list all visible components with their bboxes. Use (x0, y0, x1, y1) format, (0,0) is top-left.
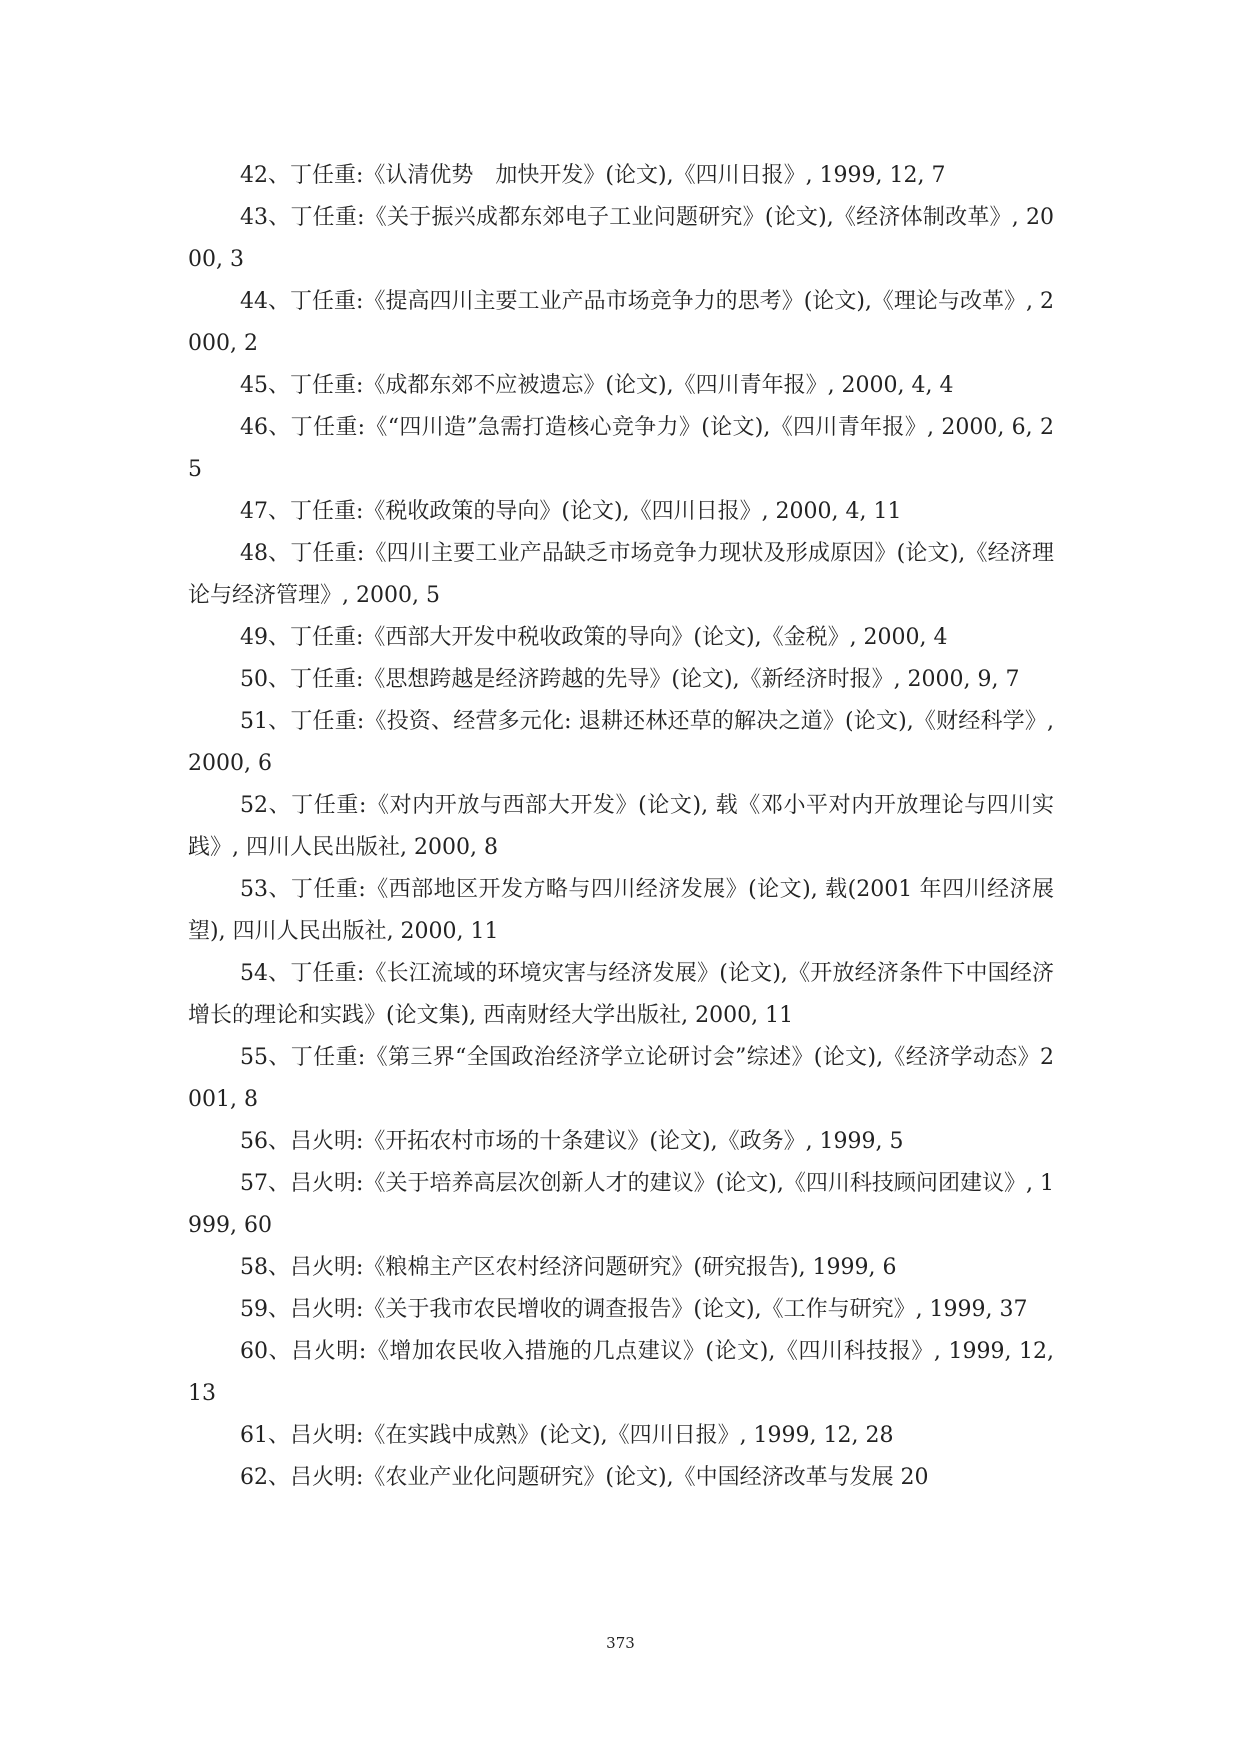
bibliography-entry-42: 42、丁任重:《认清优势 加快开发》(论文),《四川日报》, 1999, 12, 7 (240, 163, 946, 188)
bibliography-entry-62: 62、吕火明:《农业产业化问题研究》(论文),《中国经济改革与发展 20 (240, 1465, 929, 1490)
bibliography-entry-59: 59、吕火明:《关于我市农民增收的调查报告》(论文),《工作与研究》, 1999, 37 (240, 1297, 1028, 1322)
bibliography-entry-61: 61、吕火明:《在实践中成熟》(论文),《四川日报》, 1999, 12, 28 (240, 1423, 894, 1448)
bibliography-entry-45: 45、丁任重:《成都东郊不应被遗忘》(论文),《四川青年报》, 2000, 4, 4 (240, 373, 954, 398)
bibliography-entry-53: 53、丁任重:《西部地区开发方略与四川经济发展》(论文), 载(2001 年四川经济展望), 四川人民出版社, 2000, 11 (188, 877, 1054, 944)
bibliography-entry-57: 57、吕火明:《关于培养高层次创新人才的建议》(论文),《四川科技顾问团建议》, 1999, 60 (188, 1171, 1054, 1238)
bibliography-entry-51: 51、丁任重:《投资、经营多元化: 退耕还林还草的解决之道》(论文),《财经科学》, 2000, 6 (188, 709, 1054, 776)
bibliography-entry-52: 52、丁任重:《对内开放与西部大开发》(论文), 载《邓小平对内开放理论与四川实践》, 四川人民出版社, 2000, 8 (188, 793, 1054, 860)
bibliography-entry-58: 58、吕火明:《粮棉主产区农村经济问题研究》(研究报告), 1999, 6 (240, 1255, 897, 1280)
bibliography-entry-44: 44、丁任重:《提高四川主要工业产品市场竞争力的思考》(论文),《理论与改革》, 2000, 2 (188, 289, 1054, 356)
bibliography-entry-56: 56、吕火明:《开拓农村市场的十条建议》(论文),《政务》, 1999, 5 (240, 1129, 904, 1154)
page-number: 373 (606, 1634, 635, 1652)
bibliography-entry-50: 50、丁任重:《思想跨越是经济跨越的先导》(论文),《新经济时报》, 2000, 9, 7 (240, 667, 1020, 692)
bibliography-entry-46: 46、丁任重:《“四川造”急需打造核心竞争力》(论文),《四川青年报》, 2000, 6, 25 (188, 415, 1054, 482)
bibliography-entry-48: 48、丁任重:《四川主要工业产品缺乏市场竞争力现状及形成原因》(论文),《经济理论与经济管理》, 2000, 5 (188, 541, 1054, 608)
bibliography-entry-43: 43、丁任重:《关于振兴成都东郊电子工业问题研究》(论文),《经济体制改革》, 2000, 3 (188, 205, 1054, 272)
bibliography-entry-54: 54、丁任重:《长江流域的环境灾害与经济发展》(论文),《开放经济条件下中国经济增长的理论和实践》(论文集), 西南财经大学出版社, 2000, 11 (188, 961, 1054, 1028)
bibliography-entry-60: 60、吕火明:《增加农民收入措施的几点建议》(论文),《四川科技报》, 1999, 12, 13 (188, 1339, 1054, 1406)
bibliography-entry-49: 49、丁任重:《西部大开发中税收政策的导向》(论文),《金税》, 2000, 4 (240, 625, 948, 650)
bibliography-list (188, 155, 1054, 1499)
bibliography-entry-55: 55、丁任重:《第三界“全国政治经济学立论研讨会”综述》(论文),《经济学动态》2001, 8 (188, 1045, 1054, 1112)
bibliography-entry-47: 47、丁任重:《税收政策的导向》(论文),《四川日报》, 2000, 4, 11 (240, 499, 902, 524)
